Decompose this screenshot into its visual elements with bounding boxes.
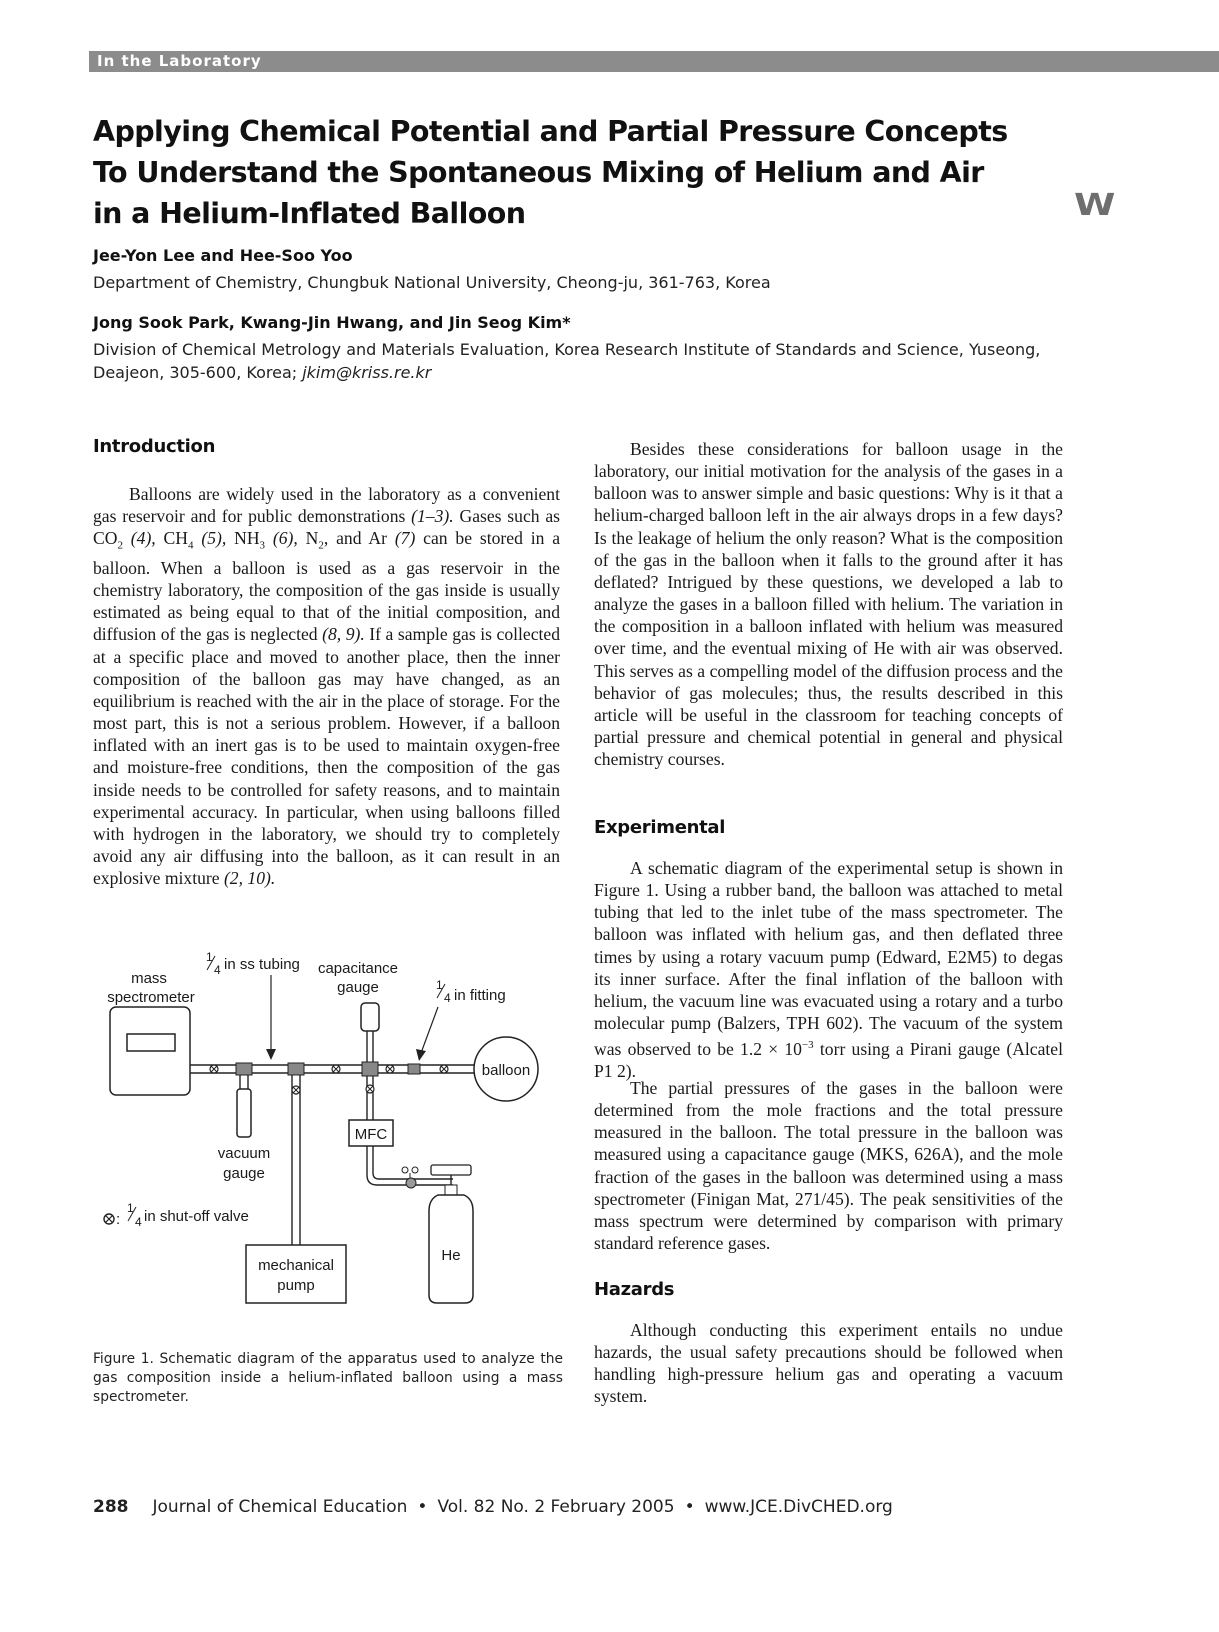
mechanical-pump-box (246, 1245, 346, 1303)
label-shut-off-valve: in shut-off valve (144, 1208, 249, 1225)
label-pump: pump (277, 1277, 315, 1294)
tee-fitting-1 (236, 1063, 252, 1075)
title-line-1: Applying Chemical Potential and Partial Pressure Concepts (93, 115, 1008, 148)
affiliation-2-line2: Deajeon, 305-600, Korea; (93, 363, 303, 382)
hazards-paragraph: Although conducting this experiment entails no undue hazards, the usual safety precautions should be followed when handling high-pressure helium gas and operating a vacuum system. (594, 1320, 1063, 1407)
svg-text:1: 1 (127, 1201, 134, 1215)
svg-text:4: 4 (135, 1215, 142, 1229)
affiliation-1: Department of Chemistry, Chungbuk National University, Cheong-ju, 361-763, Korea (93, 273, 771, 292)
capacitance-gauge-body (361, 1003, 379, 1031)
cross-fitting (362, 1062, 378, 1076)
page-footer: 288 Journal of Chemical Education • Vol. 82 No. 2 February 2005 • www.JCE.DivCHED.org (93, 1497, 893, 1517)
label-mfc: MFC (354, 1126, 388, 1143)
regulator-valve (406, 1178, 416, 1188)
vacuum-gauge-body (237, 1089, 251, 1137)
experimental-paragraph-1: A schematic diagram of the experimental setup is shown in Figure 1. Using a rubber band, the balloon was attached to metal tubing that led to the inlet tube of the mass spectrometer. The balloon was inflated with helium gas, and then deflated three times by using a rotary vacuum pump (Edward, E2M5) to degas its inner surface. After the final inflation of the balloon with helium, the vacuum line was evacuated using a rotary and a turbo molecular pump (Balzers, TPH 602). The vacuum of the system was observed to be $1.2 \times 10^{-3}$ torr using a Pirani gauge (Alcatel P1 2). (594, 858, 1064, 1082)
regulator-gauge (431, 1165, 471, 1175)
authors-group-1: Jee-Yon Lee and Hee-Soo Yoo (93, 246, 353, 265)
title-line-3: in a Helium-Inflated Balloon (93, 197, 526, 230)
label-capacitance: capacitance (317, 960, 399, 977)
article-title (93, 111, 1073, 234)
journal-url[interactable]: www.JCE.DivCHED.org (704, 1497, 893, 1517)
label-vacuum: vacuum (217, 1145, 271, 1162)
intro-paragraph-1: Balloons are widely used in the laboratory as a convenient gas reservoir and for public demonstrations (1–3). Gases such as $CO_2$ (4), $CH_4$ (5), $NH_3$ (6), $N_2$, and Ar (7) can be stored in a balloon. When a balloon is used as a gas reservoir in the chemistry laboratory, the composition of the gas inside is usually estimated as being equal to that of the initial composition, and diffusion of the gas is neglected (8, 9). If a sample gas is collected at a specific place and moved to another place, then the inner composition of the balloon gas may have changed, as an equilibrium is reached with the air in the place of storage. For the most part, this is not a serious problem. However, if a balloon inflated with an inert gas is to be used to maintain oxygen-free and moisture-free conditions, then the composition of the gas inside needs to be controlled for safety reasons, and to maintain experimental accuracy. In particular, when using balloons filled with hydrogen in the laboratory, we should try to completely avoid any air diffusing into the balloon, as it can result in an explosive mixture (2, 10). (93, 484, 561, 889)
apparatus-schematic (93, 945, 563, 1325)
figure-caption: Figure 1. Schematic diagram of the apparatus used to analyze the gas composition inside a helium-inflated balloon using a mass spectrometer. (93, 1351, 563, 1405)
label-spectrometer: spectrometer (107, 989, 195, 1006)
volume-info: Vol. 82 No. 2 February 2005 (437, 1497, 675, 1517)
section-label: In the Laboratory (97, 52, 262, 70)
tee-fitting-2 (288, 1063, 304, 1075)
heading-hazards: Hazards (594, 1279, 675, 1300)
mass-spectrometer-display (127, 1034, 175, 1051)
title-line-2: To Understand the Spontaneous Mixing of Helium and Air (93, 156, 984, 189)
label-he: He (441, 1247, 461, 1264)
experimental-paragraph-2: The partial pressures of the gases in the balloon were determined from the mole fractions and the total pressure measured in the balloon. The total pressure in the balloon was measured using a capacitance gauge (MKS, 626A), and the mole fraction of the gases in the balloon was determined using a mass spectrometer (Finigan Mat, 271/45). The peak sensitivities of the mass spectrum were determined by comparison with primary standard reference gases. (594, 1078, 1063, 1254)
label-ss-tubing: in ss tubing (224, 956, 300, 973)
affiliation-2-line1: Division of Chemical Metrology and Materials Evaluation, Korea Research Institute of Standards and Science, Yuseong, (93, 340, 1041, 359)
heading-experimental: Experimental (594, 817, 726, 838)
svg-text::: : (116, 1211, 121, 1228)
label-mechanical: mechanical (258, 1257, 334, 1274)
label-balloon: balloon (481, 1062, 531, 1079)
web-supplement-icon: W (1074, 188, 1116, 223)
affiliation-2 (93, 338, 1073, 384)
label-fitting: in fitting (454, 987, 506, 1004)
label-mass: mass (131, 970, 167, 987)
label-capacitance-gauge: gauge (337, 979, 379, 996)
authors-group-2: Jong Sook Park, Kwang-Jin Hwang, and Jin Seog Kim* (93, 313, 571, 332)
svg-text:4: 4 (214, 963, 221, 977)
author-email-link[interactable]: jkim@kriss.re.kr (302, 363, 432, 382)
journal-name: Journal of Chemical Education (152, 1497, 408, 1517)
section-label-bar (89, 51, 1219, 72)
intro-paragraph-2: Besides these considerations for balloon usage in the laboratory, our initial motivation for the analysis of the gases in a balloon was to answer simple and basic questions: Why is it that a helium-charged balloon left in the air always drops in a few days? Is the leakage of helium the only reason? What is the composition of the gas in the balloon when it falls to the ground after it has deflated? Intrigued by these questions, we developed a lab to analyze the gases in a balloon filled with helium. The variation in the composition in a balloon inflated with helium was measured over time, and the eventual mixing of He with air was observed. This serves as a compelling model of the diffusion process and the behavior of gas molecules; thus, the results described in this article will be useful in the classroom for teaching concepts of partial pressure and chemical potential in general and physical chemistry courses. (594, 439, 1063, 770)
inlet-fitting (408, 1064, 420, 1074)
svg-text:1: 1 (436, 978, 443, 992)
heading-introduction: Introduction (93, 436, 216, 457)
svg-text:4: 4 (444, 991, 451, 1005)
label-vacuum-gauge: gauge (223, 1165, 265, 1182)
page-number: 288 (93, 1497, 129, 1517)
svg-text:1: 1 (206, 950, 213, 964)
